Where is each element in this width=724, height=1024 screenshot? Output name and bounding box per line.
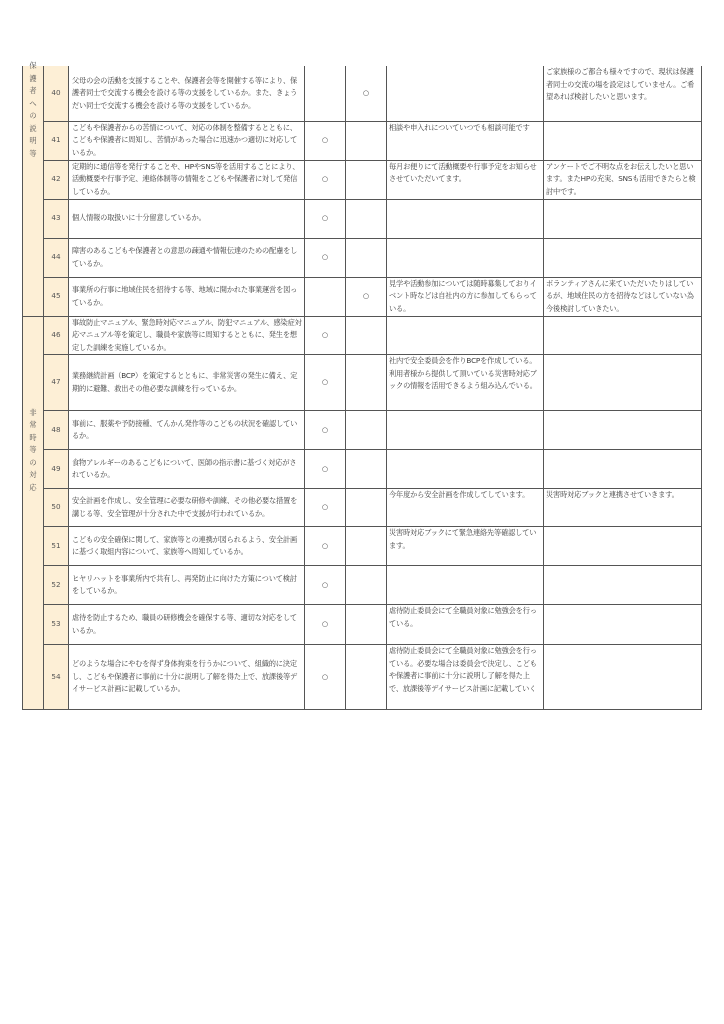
mark-no bbox=[346, 160, 387, 199]
improvement-comment: ご家族様のご都合も様々ですので、現状は保護者同士の交流の場を設定はしていません。ご希望あれば検討したいと思います。 bbox=[544, 66, 702, 121]
table-row bbox=[23, 566, 702, 605]
mark-no bbox=[346, 605, 387, 645]
status-comment: 虐待防止委員会にて全職員対象に勉強会を行っている。必要な場合は委員会で決定し、こどもや保護者に事前に十分に説明し了解を得た上で、放課後等デイサービス計画に記載していく bbox=[387, 645, 544, 710]
mark-yes: ○ bbox=[305, 199, 346, 238]
item-number: 46 bbox=[44, 316, 69, 355]
improvement-comment bbox=[544, 238, 702, 277]
item-number: 50 bbox=[44, 489, 69, 527]
item-question: こどもの安全確保に関して、家族等との連携が図られるよう、安全計画に基づく取組内容について、家族等へ周知しているか。 bbox=[69, 527, 305, 566]
table-row bbox=[23, 66, 702, 121]
mark-no bbox=[346, 566, 387, 605]
improvement-comment: アンケートでご不明な点をお伝えしたいと思います。またHPの充実、SNSも活用できたらと検討中です。 bbox=[544, 160, 702, 199]
category-char: 時 bbox=[29, 432, 37, 442]
category-char: 等 bbox=[29, 148, 37, 158]
improvement-comment bbox=[544, 605, 702, 645]
item-question: 業務継続計画（BCP）を策定するとともに、非常災害の発生に備え、定期的に避難、救出その他必要な訓練を行っているか。 bbox=[69, 355, 305, 411]
mark-yes: ○ bbox=[305, 489, 346, 527]
table-row bbox=[23, 527, 702, 566]
improvement-comment bbox=[544, 199, 702, 238]
table-row bbox=[23, 316, 702, 355]
mark-no bbox=[346, 316, 387, 355]
mark-no bbox=[346, 527, 387, 566]
improvement-comment: 災害時対応ブックと連携させていきます。 bbox=[544, 489, 702, 527]
item-question: 事業所の行事に地域住民を招待する等、地域に開かれた事業運営を図っているか。 bbox=[69, 277, 305, 316]
item-number: 48 bbox=[44, 411, 69, 450]
item-question: 父母の会の活動を支援することや、保護者会等を開催する等により、保護者同士で交流する機会を設ける等の支援をしているか。また、きょうだい同士で交流する機会を設ける等の支援をしているか。 bbox=[69, 66, 305, 121]
improvement-comment bbox=[544, 566, 702, 605]
improvement-comment bbox=[544, 645, 702, 710]
status-comment bbox=[387, 450, 544, 489]
mark-yes: ○ bbox=[305, 316, 346, 355]
item-question: ヒヤリハットを事業所内で共有し、再発防止に向けた方策について検討をしているか。 bbox=[69, 566, 305, 605]
mark-yes: ○ bbox=[305, 238, 346, 277]
item-question: 安全計画を作成し、安全管理に必要な研修や訓練、その他必要な措置を講じる等、安全管理が十分された中で支援が行われているか。 bbox=[69, 489, 305, 527]
category-char: 非 bbox=[29, 407, 37, 417]
table-row bbox=[23, 238, 702, 277]
status-comment bbox=[387, 566, 544, 605]
item-number: 47 bbox=[44, 355, 69, 411]
mark-no bbox=[346, 489, 387, 527]
category-char: の bbox=[29, 111, 37, 120]
mark-no bbox=[346, 199, 387, 238]
mark-yes: ○ bbox=[305, 411, 346, 450]
item-question: 定期的に通信等を発行することや、HPやSNS等を活用することにより、活動概要や行事予定、連絡体制等の情報をこどもや保護者に対して発信しているか。 bbox=[69, 160, 305, 199]
category-char: の bbox=[29, 457, 37, 467]
item-question: 事前に、服薬や予防接種、てんかん発作等のこどもの状況を確認しているか。 bbox=[69, 411, 305, 450]
table-row bbox=[23, 489, 702, 527]
item-number: 49 bbox=[44, 450, 69, 489]
improvement-comment bbox=[544, 121, 702, 160]
mark-yes: ○ bbox=[305, 121, 346, 160]
improvement-comment bbox=[544, 450, 702, 489]
table-row bbox=[23, 605, 702, 645]
status-comment bbox=[387, 199, 544, 238]
category-char: へ bbox=[29, 98, 37, 108]
mark-no: ○ bbox=[346, 66, 387, 121]
mark-yes: ○ bbox=[305, 645, 346, 710]
category-char: 説 bbox=[29, 123, 37, 133]
table-row bbox=[23, 450, 702, 489]
status-comment bbox=[387, 238, 544, 277]
item-number: 42 bbox=[44, 160, 69, 199]
status-comment: 社内で安全委員会を作りBCPを作成している。利用者様から提供して頂いている災害時対応ブックの情報を活用できるよう組み込んでいる。 bbox=[387, 355, 544, 411]
mark-no bbox=[346, 121, 387, 160]
item-number: 40 bbox=[44, 66, 69, 121]
mark-yes: ○ bbox=[305, 566, 346, 605]
item-number: 53 bbox=[44, 605, 69, 645]
status-comment bbox=[387, 411, 544, 450]
item-number: 51 bbox=[44, 527, 69, 566]
status-comment: 相談や申入れについていつでも相談可能です bbox=[387, 121, 544, 160]
improvement-comment bbox=[544, 355, 702, 411]
category-char: 保 bbox=[29, 61, 37, 70]
status-comment: 見学や活動参加については随時募集しておりイベント時などは自社内の方に参加してもらっている。 bbox=[387, 277, 544, 316]
mark-no bbox=[346, 450, 387, 489]
category-char: 者 bbox=[29, 86, 37, 95]
mark-yes: ○ bbox=[305, 605, 346, 645]
category-char: 明 bbox=[29, 136, 37, 145]
mark-no bbox=[346, 645, 387, 710]
mark-no bbox=[346, 355, 387, 411]
mark-yes: ○ bbox=[305, 355, 346, 411]
evaluation-table bbox=[22, 61, 702, 710]
category-cell bbox=[23, 61, 44, 316]
status-comment: 災害時対応ブックにて緊急連絡先等確認しています。 bbox=[387, 527, 544, 566]
table-row bbox=[23, 411, 702, 450]
improvement-comment bbox=[544, 316, 702, 355]
item-question: こどもや保護者からの苦情について、対応の体制を整備するとともに、こどもや保護者に周知し、苦情があった場合に迅速かつ適切に対応しているか。 bbox=[69, 121, 305, 160]
mark-yes: ○ bbox=[305, 450, 346, 489]
mark-yes: ○ bbox=[305, 527, 346, 566]
improvement-comment bbox=[544, 411, 702, 450]
table-row bbox=[23, 199, 702, 238]
item-question: 事故防止マニュアル、緊急時対応マニュアル、防犯マニュアル、感染症対応マニュアル等を策定し、職員や家族等に周知するとともに、発生を想定した訓練を実施しているか。 bbox=[69, 316, 305, 355]
table-row bbox=[23, 645, 702, 710]
category-char: 応 bbox=[29, 482, 37, 492]
item-question: 個人情報の取扱いに十分留意しているか。 bbox=[69, 199, 305, 238]
status-comment: 虐待防止委員会にて全職員対象に勉強会を行っている。 bbox=[387, 605, 544, 645]
category-char: 常 bbox=[29, 420, 37, 429]
mark-yes bbox=[305, 277, 346, 316]
mark-no bbox=[346, 238, 387, 277]
mark-no: ○ bbox=[346, 277, 387, 316]
item-question: 障害のあるこどもや保護者との意思の疎通や情報伝達のための配慮をしているか。 bbox=[69, 238, 305, 277]
category-char: 等 bbox=[29, 445, 37, 454]
item-number: 41 bbox=[44, 121, 69, 160]
category-cell bbox=[23, 316, 44, 710]
mark-yes bbox=[305, 66, 346, 121]
item-number: 54 bbox=[44, 645, 69, 710]
table-row bbox=[23, 160, 702, 199]
status-comment bbox=[387, 66, 544, 121]
improvement-comment bbox=[544, 527, 702, 566]
item-number: 52 bbox=[44, 566, 69, 605]
status-comment bbox=[387, 316, 544, 355]
status-comment: 今年度から安全計画を作成してしています。 bbox=[387, 489, 544, 527]
mark-yes: ○ bbox=[305, 160, 346, 199]
item-number: 44 bbox=[44, 238, 69, 277]
table-row bbox=[23, 355, 702, 411]
table-row bbox=[23, 121, 702, 160]
item-question: 食物アレルギーのあるこどもについて、医師の指示書に基づく対応がされているか。 bbox=[69, 450, 305, 489]
item-number: 45 bbox=[44, 277, 69, 316]
item-question: 虐待を防止するため、職員の研修機会を確保する等、適切な対応をしているか。 bbox=[69, 605, 305, 645]
item-number: 43 bbox=[44, 199, 69, 238]
improvement-comment: ボランティアさんに来ていただいたりはしているが、地域住民の方を招待などはしていない為今後検討していきたい。 bbox=[544, 277, 702, 316]
category-char: 対 bbox=[29, 470, 37, 479]
table-row bbox=[23, 277, 702, 316]
status-comment: 毎月お便りにて活動概要や行事予定をお知らせさせていただいてます。 bbox=[387, 160, 544, 199]
category-char: 護 bbox=[29, 73, 37, 83]
mark-no bbox=[346, 411, 387, 450]
item-question: どのような場合にやむを得ず身体拘束を行うかについて、組織的に決定し、こどもや保護者に事前に十分に説明し了解を得た上で、放課後等デイサービス計画に記載しているか。 bbox=[69, 645, 305, 710]
